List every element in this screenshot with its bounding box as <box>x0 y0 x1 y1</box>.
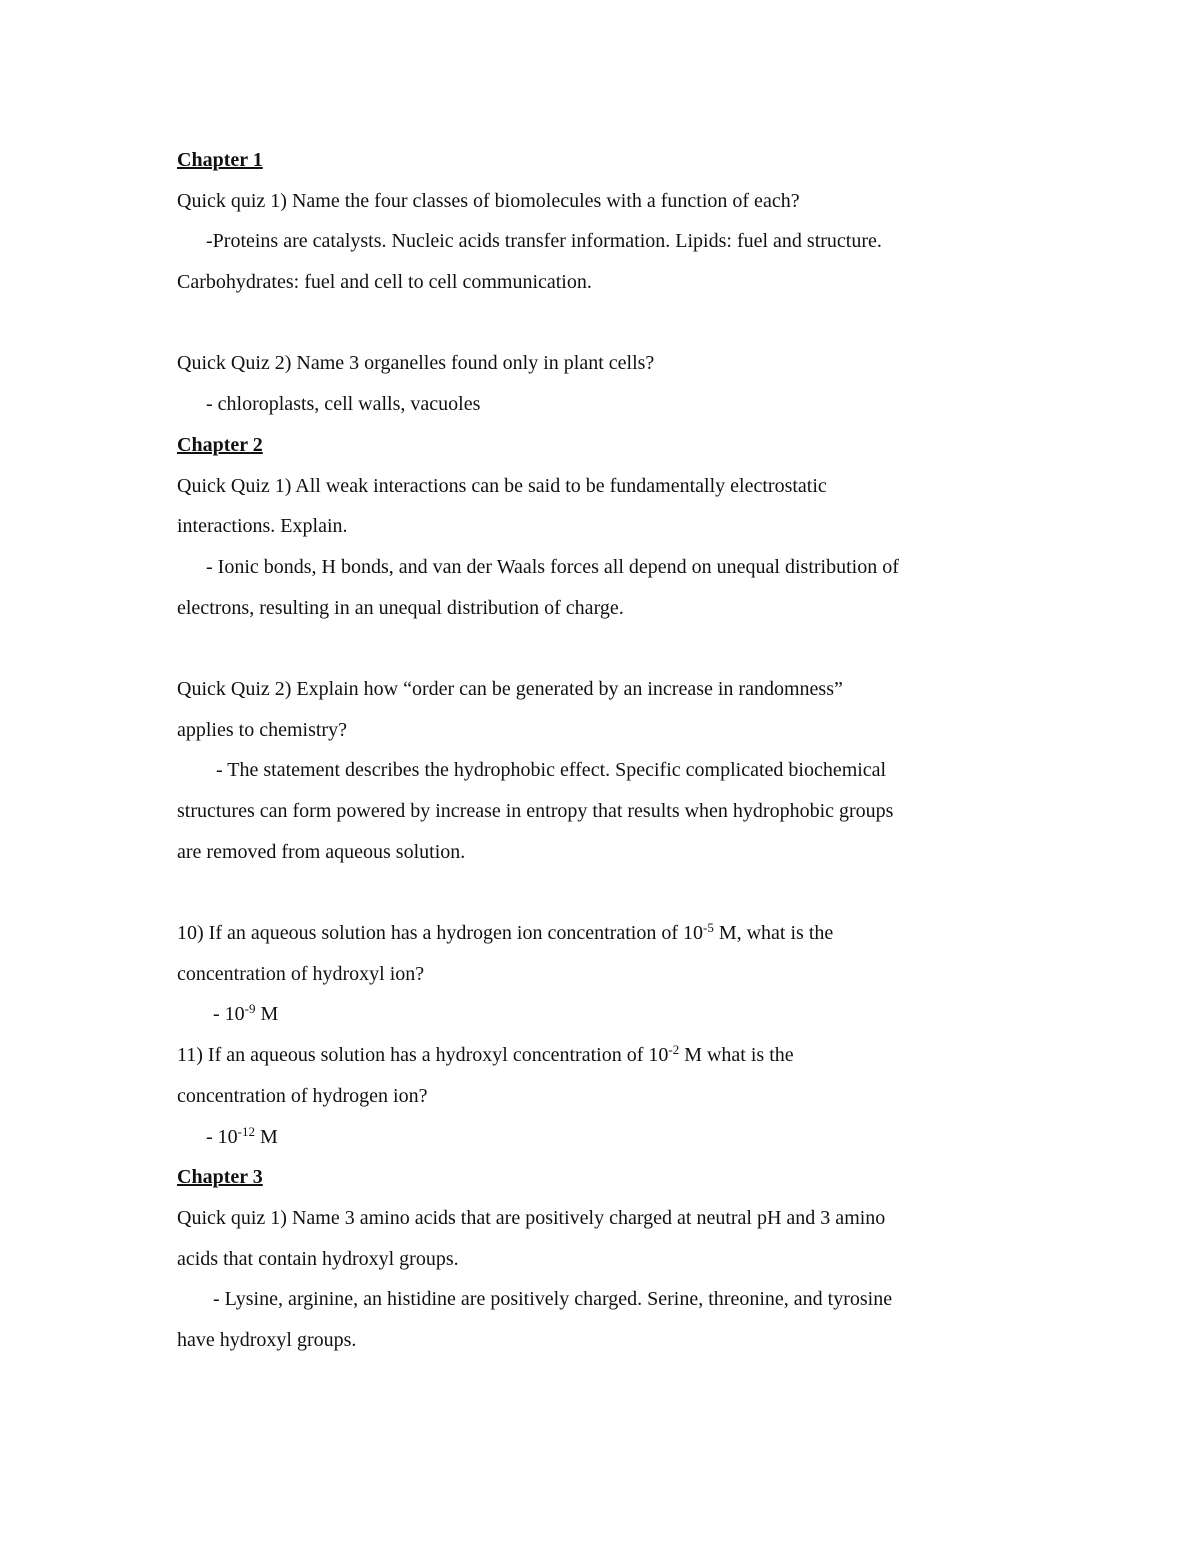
ch2-q1-question-line2: interactions. Explain. <box>177 515 348 538</box>
ch2-q11-question-post: M what is the <box>679 1044 794 1067</box>
ch3-q1-question-line1: Quick quiz 1) Name 3 amino acids that are positively charged at neutral pH and 3 amino <box>177 1206 886 1229</box>
ch2-q11-question-line1 <box>177 1035 1027 1076</box>
ch2-q2-question-line1: Quick Quiz 2) Explain how “order can be generated by an increase in randomness” <box>177 677 843 700</box>
ch2-q11-question-pre: 11) If an aqueous solution has a hydroxyl concentration of 10 <box>177 1044 669 1067</box>
ch1-q1-question: Quick quiz 1) Name the four classes of biomolecules with a function of each? <box>177 189 800 212</box>
blank-line <box>177 628 1027 669</box>
chapter-1-heading: Chapter 1 <box>177 149 263 171</box>
ch2-q10-question-pre: 10) If an aqueous solution has a hydrogen ion concentration of 10 <box>177 922 703 945</box>
ch2-q11-answer-pre: - 10 <box>206 1125 238 1148</box>
ch2-q1-answer-line2: electrons, resulting in an unequal distribution of charge. <box>177 596 624 619</box>
ch1-q2-answer: - chloroplasts, cell walls, vacuoles <box>206 393 481 416</box>
ch3-q1-question-line2: acids that contain hydroxyl groups. <box>177 1247 459 1270</box>
ch2-q1-question-line1: Quick Quiz 1) All weak interactions can be said to be fundamentally electrostatic <box>177 474 827 497</box>
ch2-q10-question-line1 <box>177 913 1027 954</box>
blank-line <box>177 872 1027 913</box>
ch1-q1-answer-line1: -Proteins are catalysts. Nucleic acids transfer information. Lipids: fuel and structure. <box>206 230 882 253</box>
ch2-q10-answer-pre: - 10 <box>213 1003 245 1026</box>
chapter-2-heading: Chapter 2 <box>177 433 263 456</box>
ch2-q11-answer <box>177 1117 1027 1158</box>
ch3-q1-answer-line1: - Lysine, arginine, an histidine are positively charged. Serine, threonine, and tyrosine <box>213 1288 893 1311</box>
ch2-q10-answer-exponent: -9 <box>244 1001 256 1017</box>
ch2-q10-question-line2: concentration of hydroxyl ion? <box>177 962 425 985</box>
ch2-q10-answer <box>177 994 1027 1035</box>
ch2-q2-question-line2: applies to chemistry? <box>177 718 347 741</box>
blank-line <box>177 303 1027 344</box>
ch2-q10-question-post: M, what is the <box>713 922 834 945</box>
chapter-3-heading: Chapter 3 <box>177 1166 263 1189</box>
ch1-q2-question: Quick Quiz 2) Name 3 organelles found only in plant cells? <box>177 352 655 375</box>
ch2-q2-answer-line1: - The statement describes the hydrophobic effect. Specific complicated biochemical <box>216 759 887 782</box>
ch2-q11-answer-post: M <box>255 1125 278 1148</box>
ch2-q10-question-exponent: -5 <box>702 920 714 936</box>
ch1-q1-answer-line2: Carbohydrates: fuel and cell to cell communication. <box>177 271 592 294</box>
ch2-q10-answer-post: M <box>255 1003 279 1026</box>
ch2-q11-answer-exponent: -12 <box>237 1123 256 1139</box>
document-body <box>177 140 1027 1361</box>
ch2-q2-answer-line2: structures can form powered by increase in entropy that results when hydrophobic groups <box>177 800 894 822</box>
ch2-q2-answer-line3: are removed from aqueous solution. <box>177 840 466 863</box>
ch2-q1-answer-line1: - Ionic bonds, H bonds, and van der Waals forces all depend on unequal distribution of <box>206 555 899 578</box>
ch3-q1-answer-line2: have hydroxyl groups. <box>177 1328 357 1351</box>
ch2-q11-question-line2: concentration of hydrogen ion? <box>177 1084 428 1107</box>
ch2-q11-question-exponent: -2 <box>668 1042 680 1058</box>
